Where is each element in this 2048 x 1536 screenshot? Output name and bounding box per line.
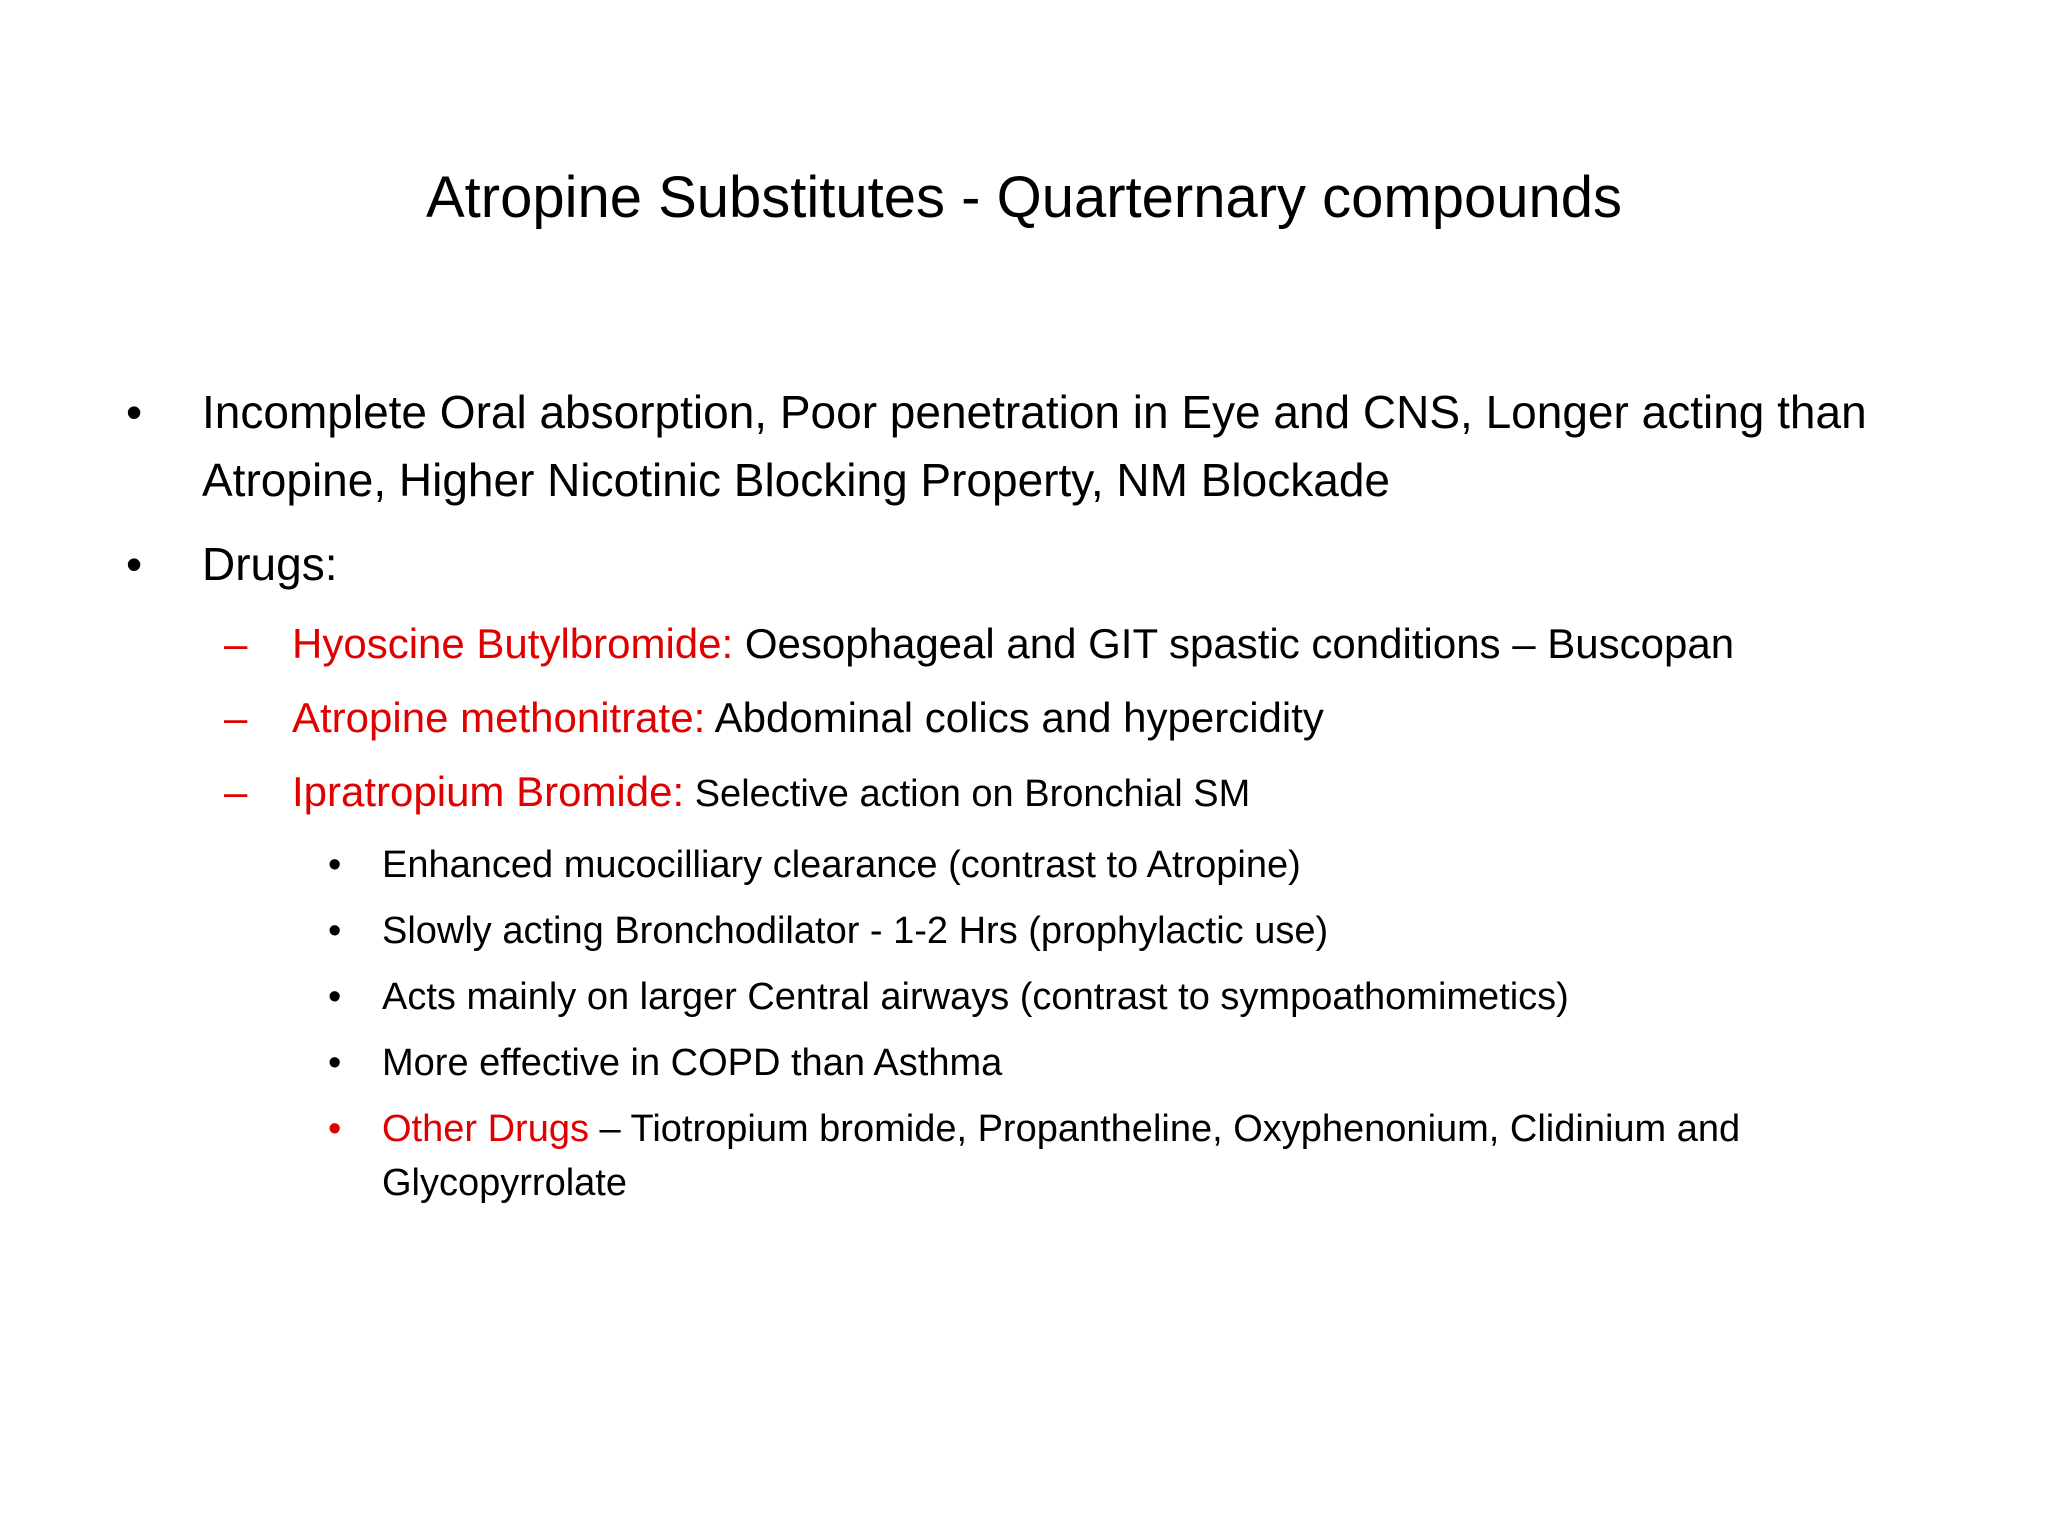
subpoint-copd	[120, 1036, 1960, 1090]
drug-item-ipratropium	[120, 762, 1960, 824]
drug-name: Atropine methonitrate:	[292, 694, 706, 741]
other-drugs-text: – Tiotropium bromide, Propantheline, Oxyphenonium, Clidinium and Glycopyrrolate	[382, 1108, 1741, 1204]
bullet-absorption	[120, 378, 1960, 514]
subpoint-bronchodilator	[120, 904, 1960, 958]
bullet-dot-icon: •	[126, 538, 143, 590]
subpoint-other-drugs	[120, 1102, 1960, 1210]
slide-title: Atropine Substitutes - Quarternary compounds	[425, 165, 1623, 230]
drug-item-atropine-methonitrate	[120, 688, 1960, 748]
drug-name: Hyoscine Butylbromide:	[292, 620, 734, 667]
bullet-text: Incomplete Oral absorption, Poor penetration in Eye and CNS, Longer acting than Atropine, Higher Nicotinic Blocking Property, NM Blockade	[202, 386, 1867, 506]
subpoint-text: More effective in COPD than Asthma	[382, 1042, 1003, 1084]
subpoint-text: Enhanced mucocilliary clearance (contrast to Atropine)	[382, 844, 1301, 886]
other-drugs-label: Other Drugs	[382, 1108, 589, 1150]
drug-description: Oesophageal and GIT spastic conditions – Buscopan	[733, 620, 1735, 667]
subpoint-text: Slowly acting Bronchodilator - 1-2 Hrs (prophylactic use)	[382, 910, 1329, 952]
bullet-dot-icon: •	[328, 910, 342, 952]
drug-item-hyoscine	[120, 614, 1960, 674]
bullet-dot-icon: •	[328, 1042, 342, 1084]
subpoint-airways	[120, 970, 1960, 1024]
subpoint-mucocilliary	[120, 838, 1960, 892]
bullet-dot-icon: •	[328, 1108, 342, 1150]
dash-icon: –	[224, 620, 248, 667]
bullet-text: Drugs:	[202, 538, 338, 590]
drug-name: Ipratropium Bromide:	[292, 768, 685, 815]
drug-description: Abdominal colics and hypercidity	[705, 694, 1324, 741]
drug-description: Selective action on Bronchial SM	[684, 773, 1251, 815]
bullet-dot-icon: •	[328, 976, 342, 1018]
slide-body	[120, 378, 1960, 1222]
dash-icon: –	[224, 768, 248, 815]
dash-icon: –	[224, 694, 248, 741]
bullet-drugs	[120, 530, 1960, 598]
bullet-dot-icon: •	[126, 386, 143, 438]
subpoint-text: Acts mainly on larger Central airways (contrast to sympoathomimetics)	[382, 976, 1569, 1018]
bullet-dot-icon: •	[328, 844, 342, 886]
